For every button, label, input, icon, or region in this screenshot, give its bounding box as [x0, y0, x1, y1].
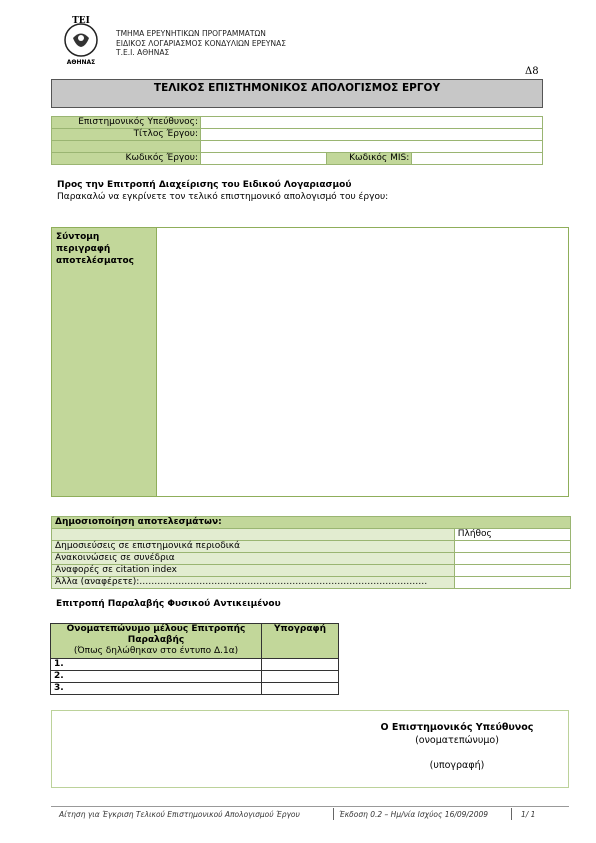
responsible-label: Επιστημονικός Υπεύθυνος: — [52, 117, 201, 129]
dissemination-row-label: Δημοσιεύσεις σε επιστημονικά περιοδικά — [52, 541, 455, 553]
dissemination-table — [51, 516, 571, 589]
member-signature[interactable] — [262, 671, 339, 683]
header-line-1: ΤΜΗΜΑ ΕΡΕΥΝΗΤΙΚΩΝ ΠΡΟΓΡΑΜΜΑΤΩΝ — [116, 29, 266, 38]
responsible-field[interactable] — [201, 117, 543, 129]
header-line-3: Τ.Ε.Ι. ΑΘΗΝΑΣ — [116, 48, 170, 57]
member-signature[interactable] — [262, 683, 339, 695]
dissemination-heading: Δημοσιοποίηση αποτελεσμάτων: — [52, 517, 571, 529]
dissemination-row-label: Άλλα (αναφέρετε):…………………………………………………………………………………… — [52, 577, 455, 589]
footer-separator — [511, 808, 512, 820]
dissemination-blank-cell — [52, 529, 455, 541]
form-code: Δ8 — [525, 66, 539, 77]
committee-name-header — [51, 624, 262, 659]
summary-field[interactable] — [158, 228, 568, 496]
project-title-field-cont[interactable] — [201, 141, 543, 153]
row-number: 3. — [54, 683, 64, 693]
dissemination-row-label: Ανακοινώσεις σε συνέδρια — [52, 553, 455, 565]
row-number: 1. — [54, 659, 64, 669]
member-signature[interactable] — [262, 659, 339, 671]
committee-signature-header: Υπογραφή — [262, 624, 339, 659]
summary-label: Σύντομη περιγραφή αποτελέσματος — [52, 228, 157, 496]
project-code-field[interactable] — [201, 153, 327, 165]
svg-text:TEI: TEI — [72, 16, 90, 26]
project-info-table — [51, 116, 543, 165]
signature-sign-hint: (υπογραφή) — [429, 760, 485, 771]
dissemination-row-count[interactable] — [454, 565, 570, 577]
summary-box — [51, 227, 569, 497]
committee-member-row[interactable] — [51, 683, 262, 695]
signature-name-hint: (ονοματεπώνυμο) — [415, 735, 499, 746]
page-title: ΤΕΛΙΚΟΣ ΕΠΙΣΤΗΜΟΝΙΚΟΣ ΑΠΟΛΟΓΙΣΜΟΣ ΕΡΓΟΥ — [51, 79, 543, 108]
tei-logo — [55, 14, 107, 66]
committee-member-row[interactable] — [51, 671, 262, 683]
footer-divider — [51, 806, 569, 807]
committee-heading: Επιτροπή Παραλαβής Φυσικού Αντικειμένου — [56, 599, 281, 609]
dissemination-row-count[interactable] — [454, 577, 570, 589]
header-text — [116, 29, 286, 58]
mis-label: Κωδικός MIS: — [326, 153, 412, 165]
committee-name-note: (Όπως δηλώθηκαν στο έντυπο Δ.1α) — [73, 646, 239, 656]
project-title-field[interactable] — [201, 129, 543, 141]
footer-page-number: 1/ 1 — [521, 810, 536, 819]
committee-name-title: Ονοματεπώνυμο μέλους Επιτροπής Παραλαβής — [66, 624, 246, 645]
signature-role: Ο Επιστημονικός Υπεύθυνος — [380, 722, 534, 733]
header-line-2: ΕΙΔΙΚΟΣ ΛΟΓΑΡΙΑΣΜΟΣ ΚΟΝΔΥΛΙΩΝ ΕΡΕΥΝΑΣ — [116, 38, 286, 48]
request-text: Παρακαλώ να εγκρίνετε τον τελικό επιστημονικό απολογισμό του έργου: — [57, 192, 389, 202]
dissemination-row-label: Αναφορές σε citation index — [52, 565, 455, 577]
svg-text:ΑΘΗΝΑΣ: ΑΘΗΝΑΣ — [66, 59, 96, 66]
row-number: 2. — [54, 671, 64, 681]
dissemination-row-count[interactable] — [454, 553, 570, 565]
dissemination-row-count[interactable] — [454, 541, 570, 553]
committee-table — [50, 623, 339, 695]
project-title-label: Τίτλος Έργου: — [52, 129, 201, 141]
project-code-label: Κωδικός Έργου: — [52, 153, 201, 165]
request-heading: Προς την Επιτροπή Διαχείρισης του Ειδικού Λογαριασμού — [57, 180, 352, 190]
footer-separator — [333, 808, 334, 820]
footer-doc-title: Αίτηση για Έγκριση Τελικού Επιστημονικού Απολογισμού Έργου — [59, 810, 300, 819]
count-header: Πλήθος — [454, 529, 570, 541]
footer-version: Έκδοση 0.2 – Ημ/νία Ισχύος 16/09/2009 — [339, 810, 489, 819]
committee-member-row[interactable] — [51, 659, 262, 671]
project-title-label-cont — [52, 141, 201, 153]
mis-field[interactable] — [412, 153, 543, 165]
